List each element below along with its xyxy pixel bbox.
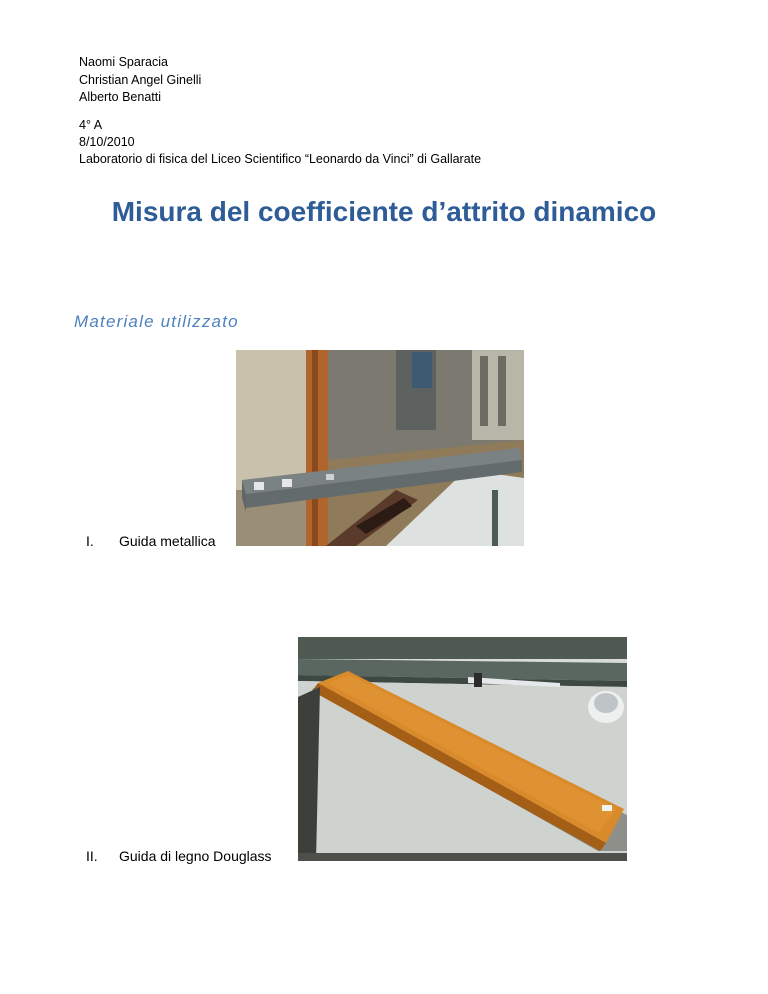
meta-block [79, 117, 481, 168]
section-heading: Materiale utilizzato [74, 312, 239, 331]
metal-rail-photo [236, 350, 524, 546]
item-label-2: Guida di legno Douglass [119, 848, 272, 864]
author-1: Naomi Sparacia [79, 55, 168, 69]
class-label: 4° A [79, 118, 103, 132]
lab-label: Laboratorio di fisica del Liceo Scientifico “Leonardo da Vinci” di Gallarate [79, 152, 482, 166]
authors-block [79, 54, 201, 107]
author-3: Alberto Benatti [79, 90, 161, 104]
page-title: Misura del coefficiente d’attrito dinamico [111, 196, 657, 227]
item-number-2: II. [86, 848, 98, 864]
item-label-1: Guida metallica [119, 533, 216, 549]
item-number-1: I. [86, 533, 94, 549]
wooden-board-photo [298, 637, 627, 861]
author-2: Christian Angel Ginelli [79, 72, 202, 87]
date-label: 8/10/2010 [79, 135, 135, 149]
